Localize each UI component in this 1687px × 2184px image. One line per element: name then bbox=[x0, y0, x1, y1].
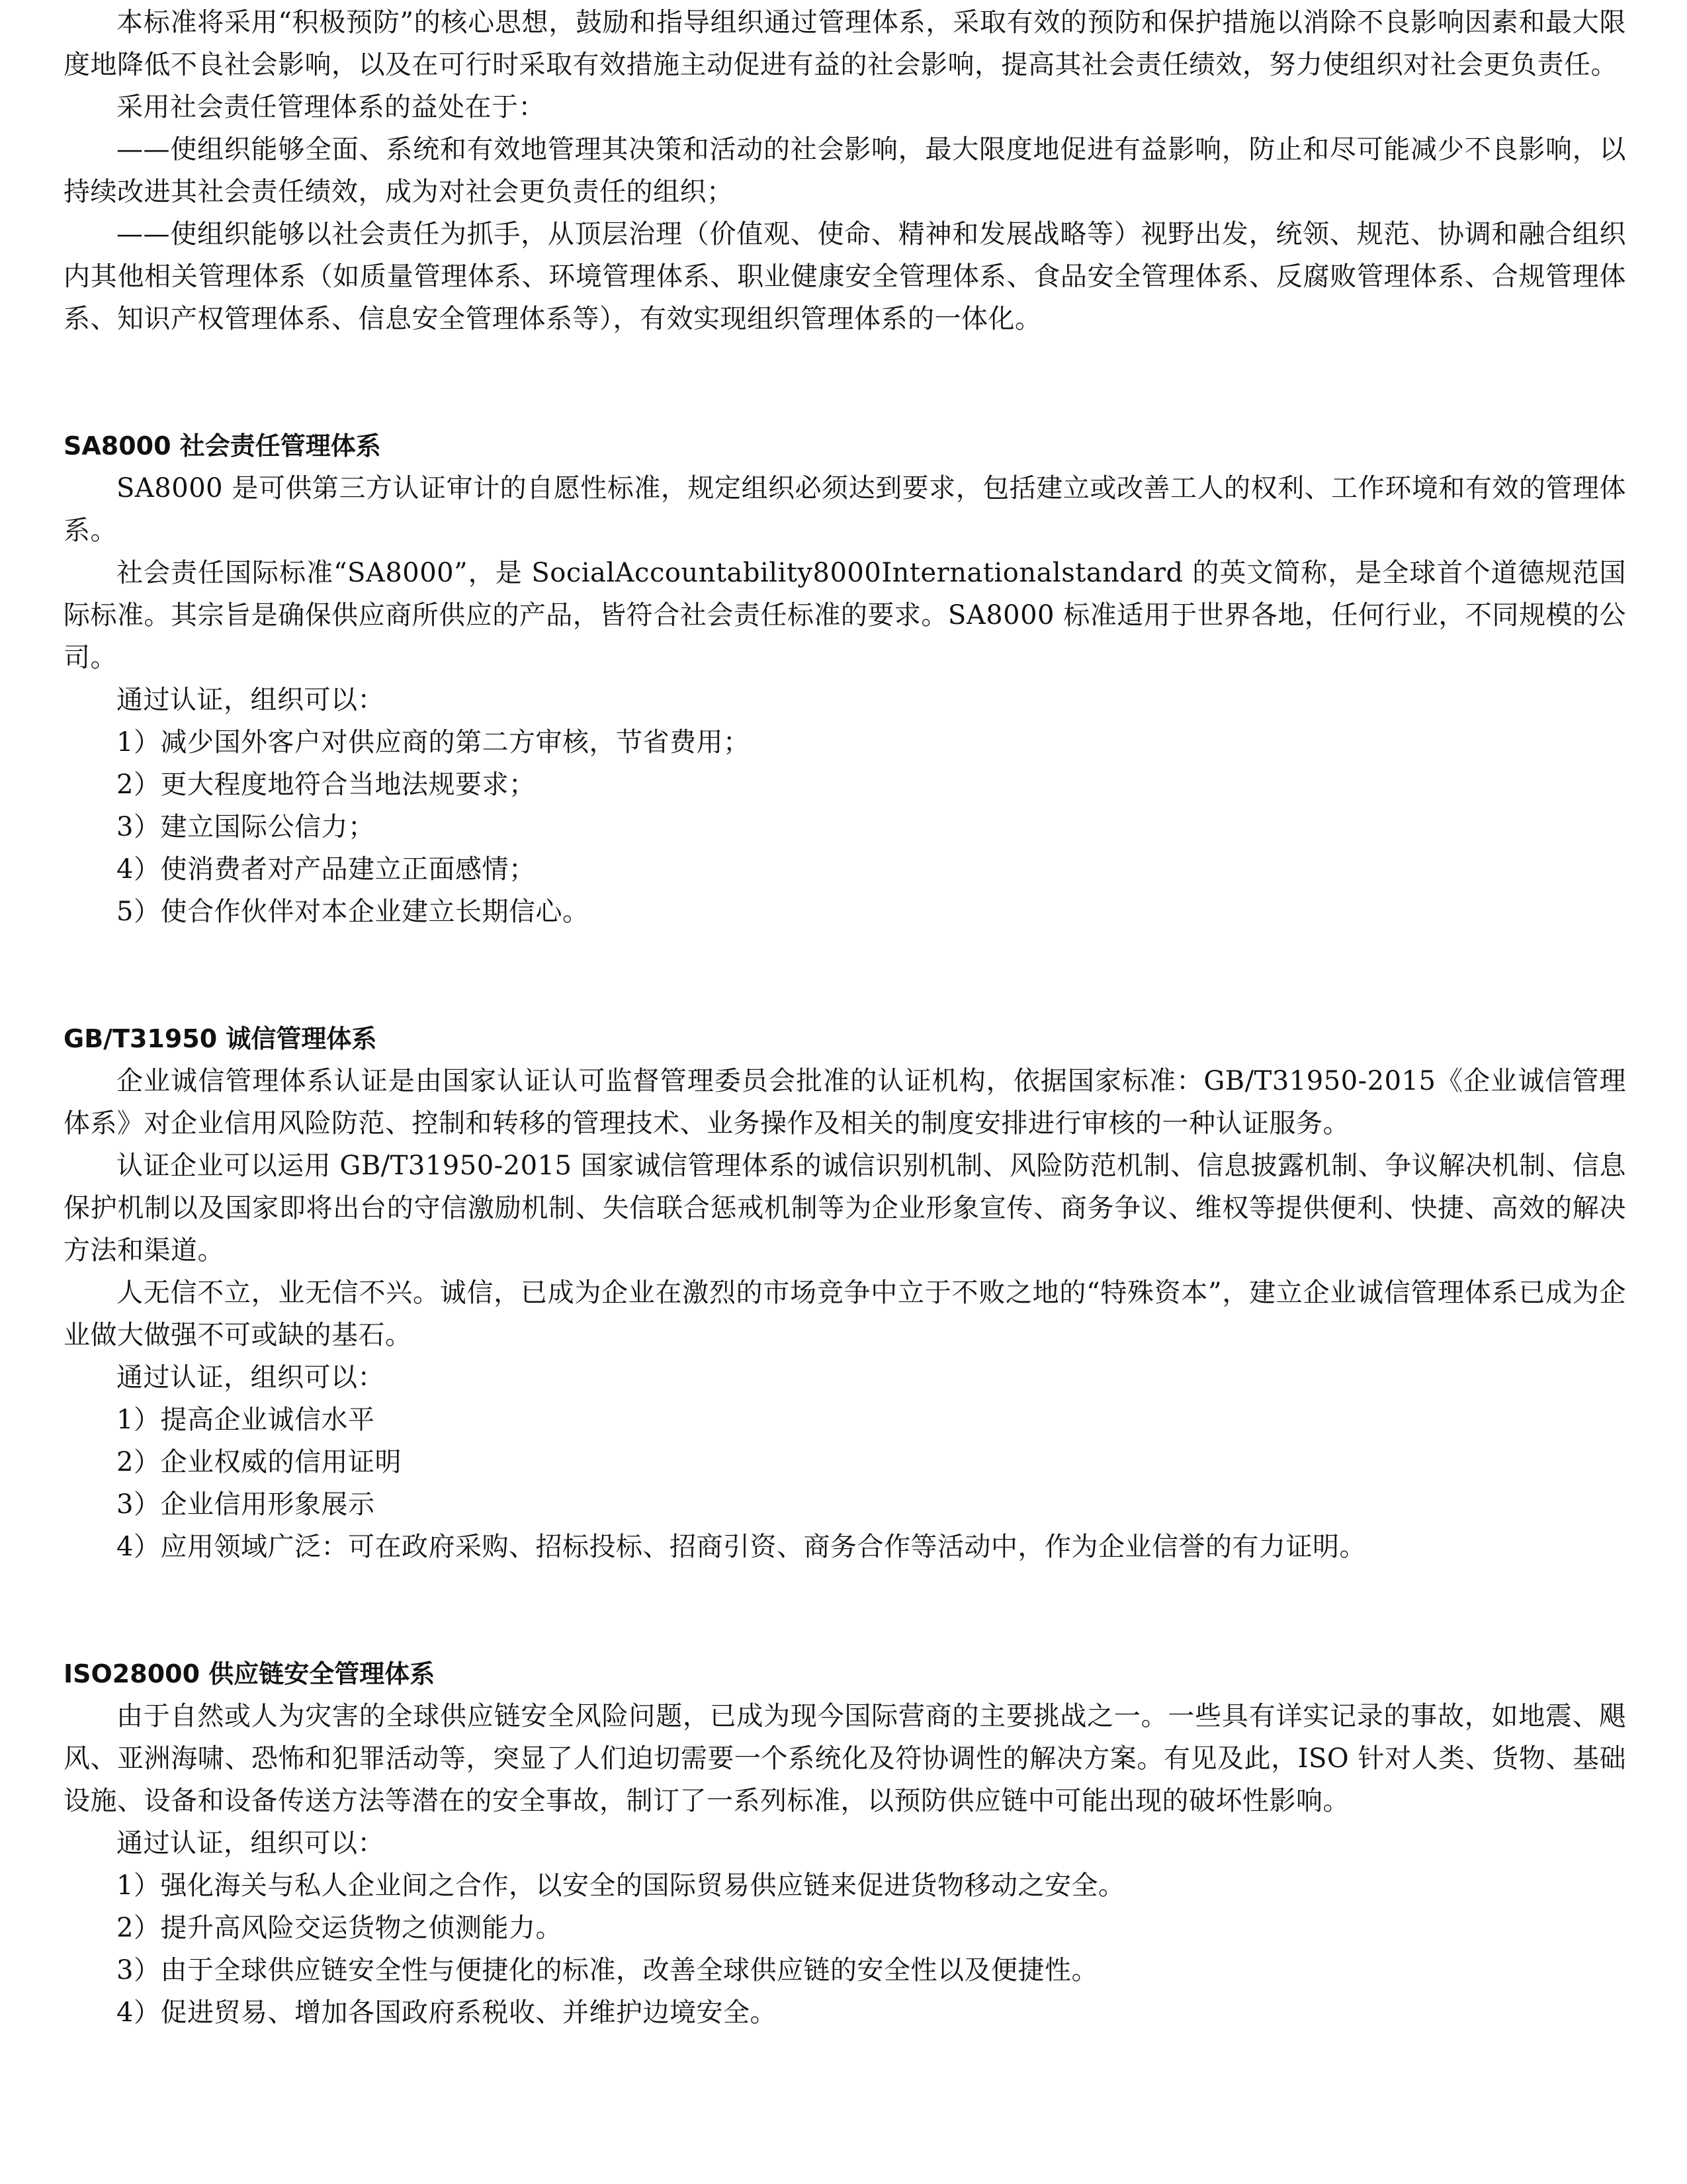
section-heading: GB/T31950 诚信管理体系 bbox=[64, 1024, 377, 1053]
section-paragraph: 由于自然或人为灾害的全球供应链安全风险问题，已成为现今国际营商的主要挑战之一。一些具有详实记录的事故，如地震、飓风、亚洲海啸、恐怖和犯罪活动等，突显了人们迫切需要一个系统化及符协调性的解决方案。有见及此，ISO 针对人类、货物、基础设施、设备和设备传送方法等潜在的安全事故，制订了一系列标准，以预防供应链中可能出现的破坏性影响。 bbox=[64, 1701, 1626, 1816]
section-paragraph: 企业诚信管理体系认证是由国家认证认可监督管理委员会批准的认证机构，依据国家标准：GB/T31950-2015《企业诚信管理体系》对企业信用风险防范、控制和转移的管理技术、业务操作及相关的制度安排进行审核的一种认证服务。 bbox=[64, 1066, 1626, 1139]
section-heading: SA8000 社会责任管理体系 bbox=[64, 431, 381, 460]
list-item: 2）提升高风险交运货物之侦测能力。 bbox=[116, 1913, 562, 1943]
gbt31950-section bbox=[64, 1018, 1626, 1568]
section-paragraph: 社会责任国际标准“SA8000”，是 SocialAccountability8000Internationalstandard 的英文简称，是全球首个道德规范国际标准。其宗旨是确保供应商所供应的产品，皆符合社会责任标准的要求。SA8000 标准适用于世界各地，任何行业，不同规模的公司。 bbox=[64, 558, 1626, 673]
intro-paragraph: 本标准将采用“积极预防”的核心思想，鼓励和指导组织通过管理体系，采取有效的预防和保护措施以消除不良影响因素和最大限度地降低不良社会影响，以及在可行时采取有效措施主动促进有益的社会影响，提高其社会责任绩效，努力使组织对社会更负责任。 bbox=[64, 7, 1626, 80]
list-item: 3）建立国际公信力； bbox=[116, 812, 375, 842]
section-paragraph: 通过认证，组织可以： bbox=[116, 1362, 384, 1393]
list-item: 4）使消费者对产品建立正面感情； bbox=[116, 854, 536, 885]
list-item: 2）更大程度地符合当地法规要求； bbox=[116, 769, 536, 800]
section-spacer bbox=[64, 933, 1626, 1018]
list-item: 1）强化海关与私人企业间之合作，以安全的国际贸易供应链来促进货物移动之安全。 bbox=[116, 1870, 1125, 1901]
section-heading: ISO28000 供应链安全管理体系 bbox=[64, 1659, 435, 1688]
list-item: 1）减少国外客户对供应商的第二方审核，节省费用； bbox=[116, 727, 750, 758]
list-item: 1）提高企业诚信水平 bbox=[116, 1405, 375, 1435]
sa8000-section bbox=[64, 425, 1626, 933]
document-page bbox=[64, 0, 1626, 2034]
section-spacer bbox=[64, 1568, 1626, 1653]
list-item: 3）企业信用形象展示 bbox=[116, 1489, 375, 1520]
intro-paragraph: ——使组织能够以社会责任为抓手，从顶层治理（价值观、使命、精神和发展战略等）视野出发，统领、规范、协调和融合组织内其他相关管理体系（如质量管理体系、环境管理体系、职业健康安全管理体系、食品安全管理体系、反腐败管理体系、合规管理体系、知识产权管理体系、信息安全管理体系等），有效实现组织管理体系的一体化。 bbox=[64, 219, 1626, 334]
section-paragraph: 人无信不立，业无信不兴。诚信，已成为企业在激烈的市场竞争中立于不败之地的“特殊资本”，建立企业诚信管理体系已成为企业做大做强不可或缺的基石。 bbox=[64, 1278, 1626, 1350]
list-item: 4）促进贸易、增加各国政府系税收、并维护边境安全。 bbox=[116, 1997, 777, 2028]
list-item: 5）使合作伙伴对本企业建立长期信心。 bbox=[116, 896, 589, 927]
list-item: 4）应用领域广泛：可在政府采购、招标投标、招商引资、商务合作等活动中，作为企业信誉的有力证明。 bbox=[116, 1532, 1366, 1562]
list-item: 2）企业权威的信用证明 bbox=[116, 1447, 402, 1477]
intro-paragraph: ——使组织能够全面、系统和有效地管理其决策和活动的社会影响，最大限度地促进有益影响，防止和尽可能减少不良影响，以持续改进其社会责任绩效，成为对社会更负责任的组织； bbox=[64, 134, 1626, 207]
list-item: 3）由于全球供应链安全性与便捷化的标准，改善全球供应链的安全性以及便捷性。 bbox=[116, 1955, 1098, 1986]
section-paragraph: 通过认证，组织可以： bbox=[116, 1828, 384, 1858]
section-paragraph: 通过认证，组织可以： bbox=[116, 685, 384, 715]
section-paragraph: SA8000 是可供第三方认证审计的自愿性标准，规定组织必须达到要求，包括建立或改善工人的权利、工作环境和有效的管理体系。 bbox=[64, 473, 1626, 546]
iso28000-section bbox=[64, 1653, 1626, 2034]
section-spacer bbox=[64, 340, 1626, 425]
section-paragraph: 认证企业可以运用 GB/T31950-2015 国家诚信管理体系的诚信识别机制、风险防范机制、信息披露机制、争议解决机制、信息保护机制以及国家即将出台的守信激励机制、失信联合惩戒机制等为企业形象宣传、商务争议、维权等提供便利、快捷、高效的解决方法和渠道。 bbox=[64, 1151, 1626, 1266]
intro-section bbox=[64, 1, 1626, 340]
intro-paragraph: 采用社会责任管理体系的益处在于： bbox=[116, 92, 545, 122]
